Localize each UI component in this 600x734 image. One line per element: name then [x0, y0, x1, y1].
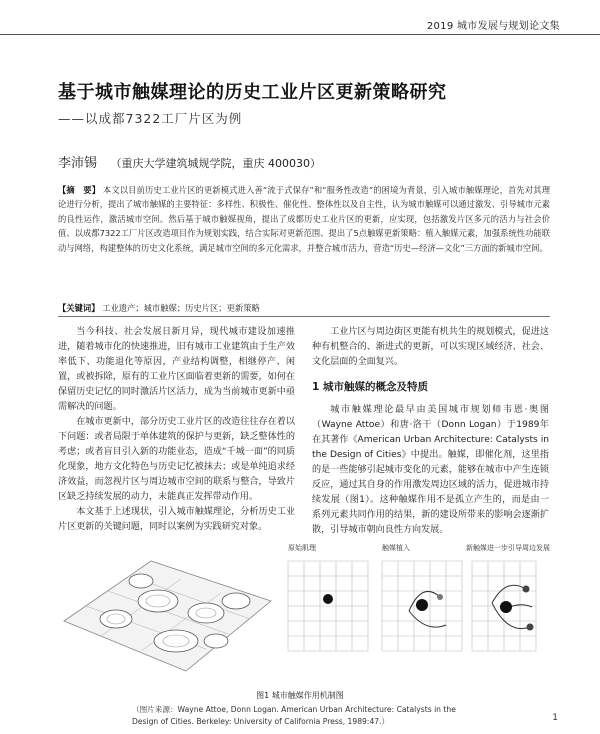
author-affiliation: （重庆大学建筑城规学院，重庆 400030） [110, 157, 322, 170]
figure-panel-1 [288, 543, 368, 651]
keywords-rule [58, 316, 550, 317]
figure-panel-perspective [64, 561, 271, 671]
body-paragraph: 城市触媒理论最早由美国城市规划师韦恩·奥图（Wayne Attoe）和唐·洛干（Donn Logan）于1989年在其著作《American Urban Architecture: Catalysts in the Design of Cities》中提出。触媒，即催化剂，这里指的是一些能够引起城市变化的元素，能够在城市中产生连锁反应，通过其自身的作用激发周边区域的活力，促进城市持续发展（图1）。这种触媒作用不是孤立产生的，而是由一系列元素共同作用的结果，新的建设所带来的影响会逐渐扩散，引导城市朝向良性方向发展。 [312, 405, 549, 535]
body-column-left [58, 325, 295, 535]
body-paragraph: 当今科技、社会发展日新月异，现代城市建设加速推进，随着城市化的快速推进，旧有城市工业建筑由于生产效率低下、功能退化等原因，产业结构调整，相继停产、闲置，或被拆除，原有的工业片区面临着更新的需要，如何在保留历史记忆的同时激活片区活力，成为当前城市更新中亟需解决的问题。 [58, 327, 295, 412]
abstract-label: 【摘 要】 [58, 185, 101, 195]
figure-source: （图片来源：Wayne Attoe, Donn Logan. American Urban Architecture: Catalysts in the Design of Cities. Berkeley: University of California Press, 1989:47.） [132, 705, 456, 726]
figure-panel-3 [466, 543, 550, 651]
paper-subtitle: ——以成都7322工厂片区为例 [58, 111, 243, 126]
keywords-text: 工业遗产；城市触媒；历史片区；更新策略 [102, 303, 260, 313]
author-line [58, 152, 321, 171]
abstract-text: 本文以目前历史工业片区的更新模式进入善“流于式保存”和“服务性改造”的困境为背景，引入城市触媒理论，首先对其理论进行分析，提出了城市触媒的主要特征：多样性、积极性、催化性、整体性以及自主性，认为城市触媒可以通过激发、引导城市元素的良性运作，激活城市空间。然后基于城市触媒视角，提出了成都历史工业片区的更新，应实现，包括激发片区多元的活力与社会价值、以成都7322工厂片区改造项目作为规划实践，结合实际对更新范围、提出了5点触媒更新策略：植入触媒元素，加强系统性功能联动与网络，构建整体的历史文化系统，满足城市空间的多元化需求，并整合城市活力，营造“历史—经济—文化”三方面的新城市空间。 [58, 185, 550, 253]
abstract [58, 183, 550, 255]
body-paragraph: 工业片区与周边街区更能有机共生的规划模式，促进这种有机整合的、渐进式的更新，可以实现区域经济、社会、文化层面的全面复兴。 [312, 327, 549, 367]
figure-panel-label: 原始肌理 [288, 544, 316, 552]
page-number: 1 [552, 713, 558, 723]
header-rule [0, 34, 600, 35]
figure-panel-2 [382, 543, 462, 651]
catalyst-mechanism-figure [56, 541, 550, 683]
author-name: 李沛锡 [58, 156, 98, 171]
body-paragraph: 本文基于上述现状，引入城市触媒理论，分析历史工业片区更新的关键问题，同时以案例为实践研究对象。 [58, 507, 295, 532]
body-paragraph: 在城市更新中，部分历史工业片区的改造往往存在着以下问题：或者局限于单体建筑的保护与更新，缺乏整体性的考虑；或者盲目引入新的功能业态，造成“千城一面”的同质化现象，地方文化特色与历史记忆被抹去；或是单纯追求经济效益，而忽视片区与周边城市空间的联系与整合，导致片区缺乏持续发展的动力，未能真正发挥带动作用。 [58, 417, 295, 502]
running-head: 2019 城市发展与规划论文集 [426, 21, 560, 32]
paper-title: 基于城市触媒理论的历史工业片区更新策略研究 [58, 82, 447, 103]
body-column-right [312, 325, 549, 538]
keywords [58, 302, 550, 314]
figure-panel-label: 触媒植入 [382, 544, 410, 552]
figure-panel-label: 新触媒进一步引导周边发展 [466, 544, 550, 552]
section-title: 1 城市触媒的概念及特质 [312, 381, 428, 393]
figure-caption: 图1 城市触媒作用机制图 [256, 691, 344, 700]
keywords-label: 【关键词】 [58, 303, 100, 313]
